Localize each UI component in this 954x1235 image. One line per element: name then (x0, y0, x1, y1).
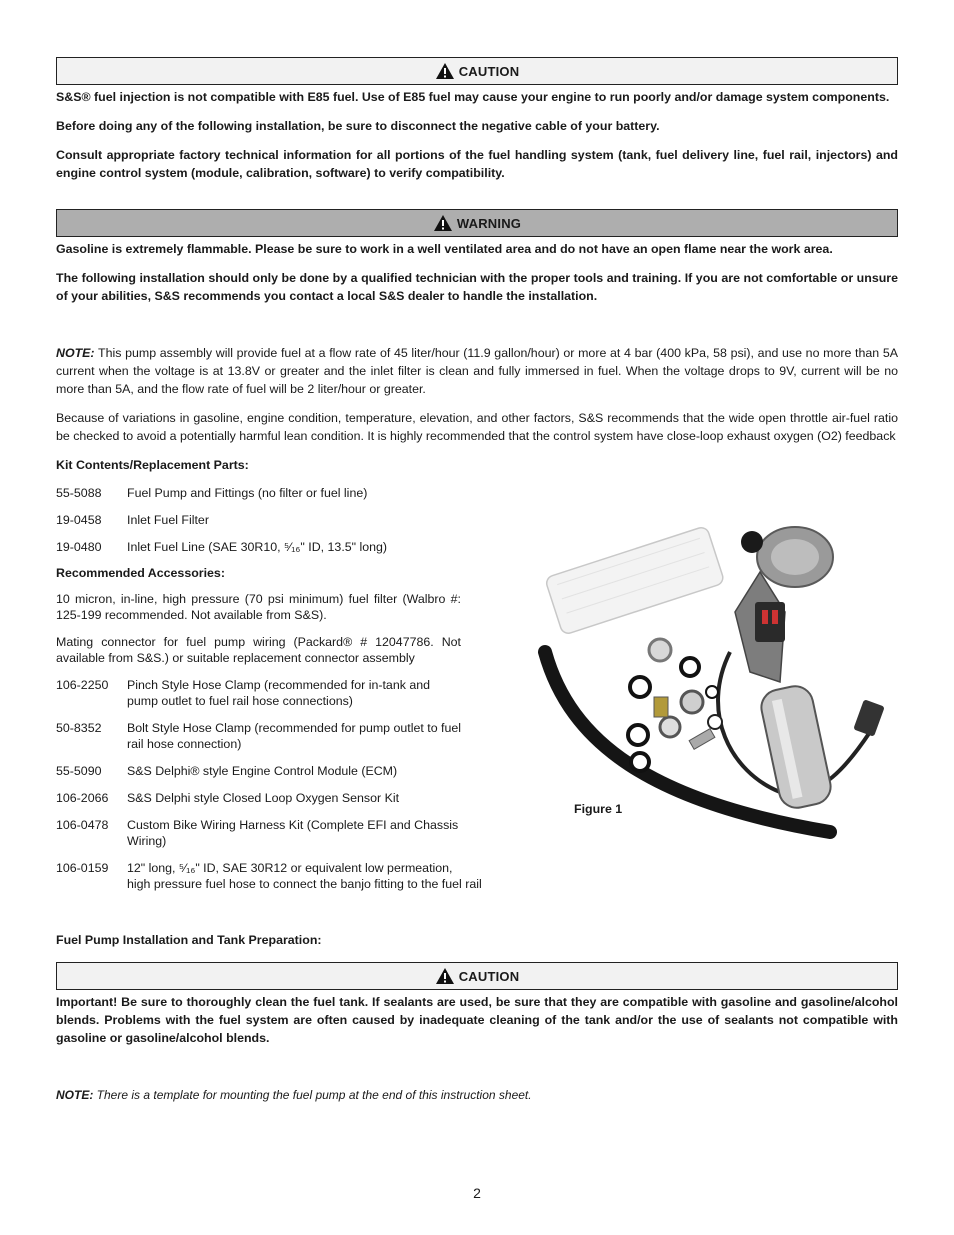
part-description: Custom Bike Wiring Harness Kit (Complete EFI and Chassis Wiring) (127, 818, 459, 848)
part-description: Pinch Style Hose Clamp (recommended for in-tank and pump outlet to fuel rail hose connections) (127, 678, 431, 708)
part-number: 50-8352 (56, 721, 102, 735)
caution-title: CAUTION (458, 63, 520, 79)
part-number: 106-2250 (56, 678, 109, 692)
figure-caption: Figure 1 (574, 802, 623, 816)
accessories-heading: Recommended Accessories: (56, 566, 225, 580)
caution-title: CAUTION (458, 968, 520, 984)
accessory-item (56, 860, 898, 892)
note-paragraph (56, 344, 898, 398)
note-text: There is a template for mounting the fuel pump at the end of this instruction sheet. (93, 1088, 532, 1102)
caution-paragraph: Important! Be sure to thoroughly clean the fuel tank. If sealants are used, be sure that they are compatible with gasoline and gasoline/alcohol blends. Problems with the fuel system are often caused by inadequate cleaning of the tank and/or the use of sealants not compatible with gasoline or gasoline/alcohol blends. (56, 995, 898, 1045)
part-description: Inlet Fuel Line (SAE 30R10, ⁵⁄₁₆" ID, 13.5" long) (127, 540, 388, 554)
part-number: 19-0480 (56, 540, 102, 554)
warning-paragraph: The following installation should only be done by a qualified technician with the proper tools and training. If you are not comfortable or unsure of your abilities, S&S recommends you contact a local S&S dealer to handle the installation. (56, 271, 898, 303)
part-description: Inlet Fuel Filter (127, 513, 209, 527)
warning-header (56, 209, 898, 237)
note-label: NOTE: (56, 346, 95, 360)
part-description: S&S Delphi® style Engine Control Module (ECM) (127, 764, 398, 778)
part-description: Fuel Pump and Fittings (no filter or fuel line) (127, 486, 368, 500)
part-number: 55-5090 (56, 764, 102, 778)
warning-triangle-icon (433, 214, 453, 232)
filter-paragraph: 10 micron, in-line, high pressure (70 psi minimum) fuel filter (Walbro #: 125-199 recommended. Not available from S&S). (56, 592, 461, 622)
warning-triangle-icon (435, 967, 455, 985)
document-page (56, 57, 898, 1104)
part-description-line: 12" long, ⁵⁄₁₆" ID, SAE 30R12 or equivalent low permeation, (127, 861, 453, 875)
part-description-line: high pressure fuel hose to connect the banjo fitting to the fuel rail (127, 877, 482, 891)
note-text: This pump assembly will provide fuel at a flow rate of 45 liter/hour (11.9 gallon/hour) or more at 4 bar (400 kPa, 58 psi), and use no more than 5A current when the voltage is at 13.8V or greater and the inlet filter is clean and fully immersed in fuel. When the voltage drops to 9V, current will be no more than 5A, and the flow rate of fuel will be 2 liter/hour or greater. (56, 346, 898, 396)
note-label: NOTE: (56, 1088, 94, 1102)
warning-triangle-icon (435, 62, 455, 80)
part-number: 55-5088 (56, 486, 102, 500)
accessory-item (56, 817, 461, 849)
kit-heading: Kit Contents/Replacement Parts: (56, 458, 249, 472)
accessory-item (56, 677, 461, 709)
install-heading: Fuel Pump Installation and Tank Preparation: (56, 933, 322, 947)
part-number: 106-0159 (56, 861, 109, 875)
template-note (56, 1086, 898, 1104)
caution-paragraph: Consult appropriate factory technical information for all portions of the fuel handling system (tank, fuel delivery line, fuel rail, injectors) and engine control system (module, calibration, software) to verify compatibility. (56, 148, 898, 180)
variations-paragraph: Because of variations in gasoline, engine condition, temperature, elevation, and other factors, S&S recommends that the wide open throttle air-fuel ratio be checked to avoid a potentially harmful lean condition. It is highly recommended that the control system have close-loop exhaust oxygen (O2) feedback (56, 411, 898, 443)
caution-paragraph: Before doing any of the following installation, be sure to disconnect the negative cable of your battery. (56, 119, 660, 133)
accessory-item (56, 763, 461, 779)
caution-paragraph: S&S® fuel injection is not compatible with E85 fuel. Use of E85 fuel may cause your engine to run poorly and/or damage system components. (56, 90, 890, 104)
page-number: 2 (473, 1185, 481, 1201)
accessory-item (56, 720, 461, 752)
part-description (127, 860, 898, 892)
kit-item (56, 485, 898, 501)
part-number: 19-0458 (56, 513, 102, 527)
fuel-pump-photo (530, 502, 890, 852)
caution-header (56, 57, 898, 85)
accessory-item (56, 790, 461, 806)
connector-paragraph: Mating connector for fuel pump wiring (Packard® # 12047786. Not available from S&S.) or suitable replacement connector assembly (56, 635, 461, 665)
part-number: 106-0478 (56, 818, 109, 832)
warning-title: WARNING (456, 215, 522, 231)
part-description: S&S Delphi style Closed Loop Oxygen Sensor Kit (127, 791, 400, 805)
part-description: Bolt Style Hose Clamp (recommended for pump outlet to fuel rail hose connection) (127, 721, 462, 751)
part-number: 106-2066 (56, 791, 109, 805)
caution-header (56, 962, 898, 990)
warning-paragraph: Gasoline is extremely flammable. Please be sure to work in a well ventilated area and do not have an open flame near the work area. (56, 242, 833, 256)
